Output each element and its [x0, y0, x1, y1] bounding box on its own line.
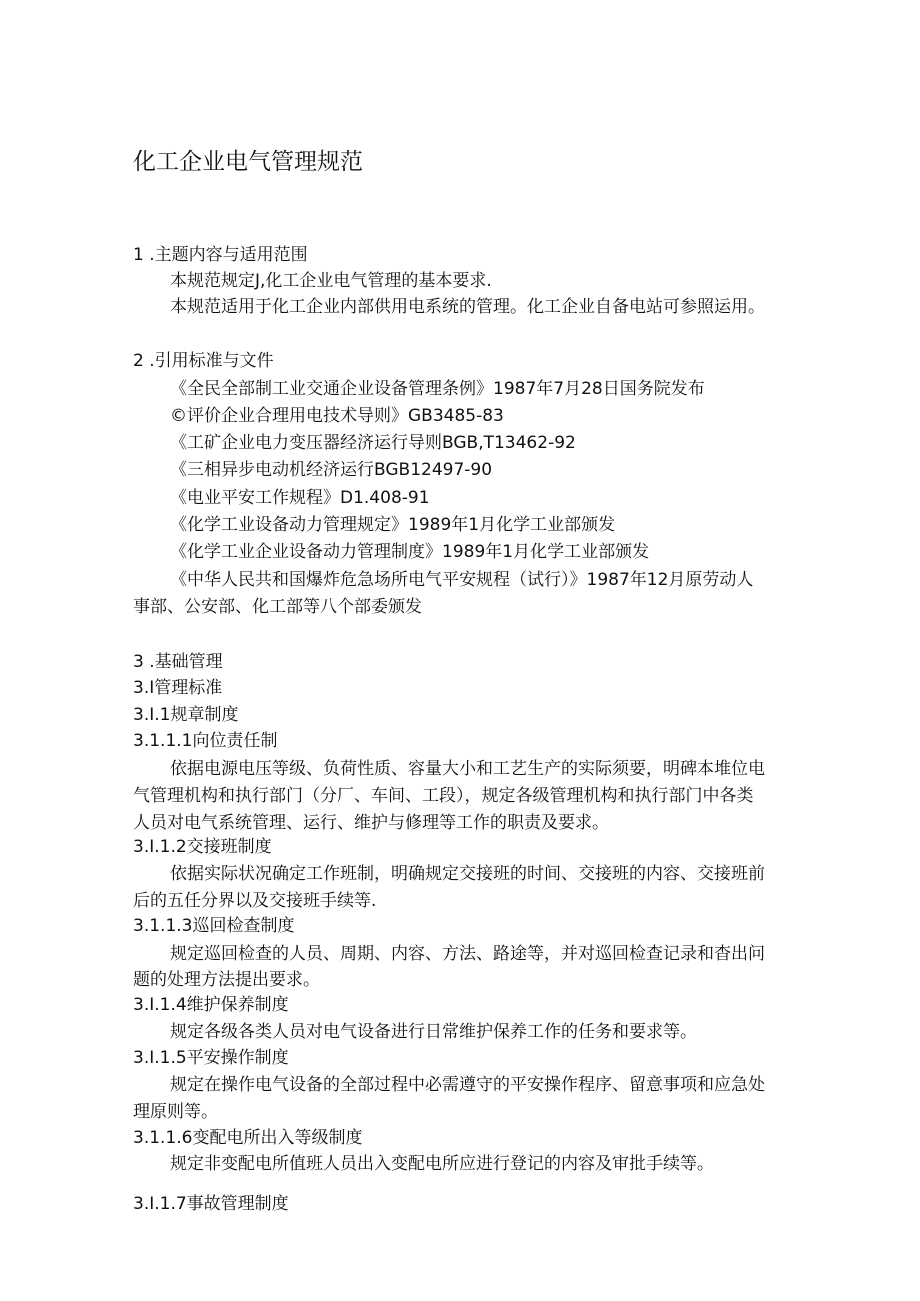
paragraph: 本规范规定J,化工企业电气管理的基本要求. — [170, 271, 492, 291]
paragraph: 气管理机构和执行部门（分厂、车间、工段），规定各级管理机构和执行部门中各类 — [133, 786, 754, 806]
reference-item: 《全民全部制工业交通企业设备管理条例》1987年7月28日国务院发布 — [170, 379, 705, 399]
paragraph: 规定非变配电所值班人员出入变配电所应进行登记的内容及审批手续等。 — [170, 1154, 714, 1174]
paragraph: 规定在操作电气设备的全部过程中必需遵守的平安操作程序、留意事项和应急处 — [170, 1075, 765, 1095]
section-3-heading: 3 .基础管理 — [133, 652, 223, 672]
paragraph: 依据实际状况确定工作班制，明确规定交接班的时间、交接班的内容、交接班前 — [170, 864, 765, 884]
paragraph: 人员对电气系统管理、运行、维护与修理等工作的职责及要求。 — [133, 813, 609, 833]
subsection-heading: 3.I.1规章制度 — [133, 705, 239, 725]
reference-item: 《电业平安工作规程》D1.408-91 — [170, 488, 430, 508]
clause-heading: 3.1.1.3巡回检查制度 — [133, 916, 295, 936]
document-title: 化工企业电气管理规范 — [133, 149, 363, 175]
paragraph: 题的处理方法提出要求。 — [133, 970, 320, 990]
section-2-heading: 2 .引用标准与文件 — [133, 351, 274, 371]
clause-heading: 3.I.1.4维护保养制度 — [133, 995, 289, 1015]
paragraph: 理原则等。 — [133, 1102, 218, 1122]
clause-heading: 3.1.1.6变配电所出入等级制度 — [133, 1128, 363, 1148]
reference-item-continuation: 事部、公安部、化工部等八个部委颁发 — [133, 597, 422, 617]
paragraph: 规定巡回检查的人员、周期、内容、方法、路途等，并对巡回检查记录和杳出问 — [170, 944, 765, 964]
paragraph: 规定各级各类人员对电气设备进行日常维护保养工作的任务和要求等。 — [170, 1022, 697, 1042]
reference-item: 《工矿企业电力变压器经济运行导则BGB,T13462-92 — [170, 433, 576, 453]
paragraph: 依据电源电压等级、负荷性质、容量大小和工艺生产的实际须要，明碑本堆位电 — [170, 759, 765, 779]
reference-item: ©评价企业合理用电技术导则》GB3485-83 — [170, 406, 504, 426]
reference-item: 《三相异步电动机经济运行BGB12497-90 — [170, 460, 493, 480]
clause-heading: 3.1.1.1向位责任制 — [133, 731, 278, 751]
reference-item: 《化学工业设备动力管理规定》1989年1月化学工业部颁发 — [170, 515, 616, 535]
clause-heading: 3.I.1.7事故管理制度 — [133, 1194, 289, 1214]
reference-item: 《化学工业企业设备动力管理制度》1989年1月化学工业部颁发 — [170, 542, 650, 562]
subsection-heading: 3.I管理标准 — [133, 678, 223, 698]
clause-heading: 3.I.1.5平安操作制度 — [133, 1048, 289, 1068]
reference-item: 《中华人民共和国爆炸危急场所电气平安规程（试行）》1987年12月原劳动人 — [170, 570, 754, 590]
clause-heading: 3.I.1.2交接班制度 — [133, 837, 272, 857]
section-1-heading: 1 .主题内容与适用范围 — [133, 245, 308, 265]
paragraph: 后的五任分界以及交接班手续等. — [133, 891, 377, 911]
paragraph: 本规范适用于化工企业内部供用电系统的管理。化工企业自备电站可参照运用。 — [170, 297, 765, 317]
